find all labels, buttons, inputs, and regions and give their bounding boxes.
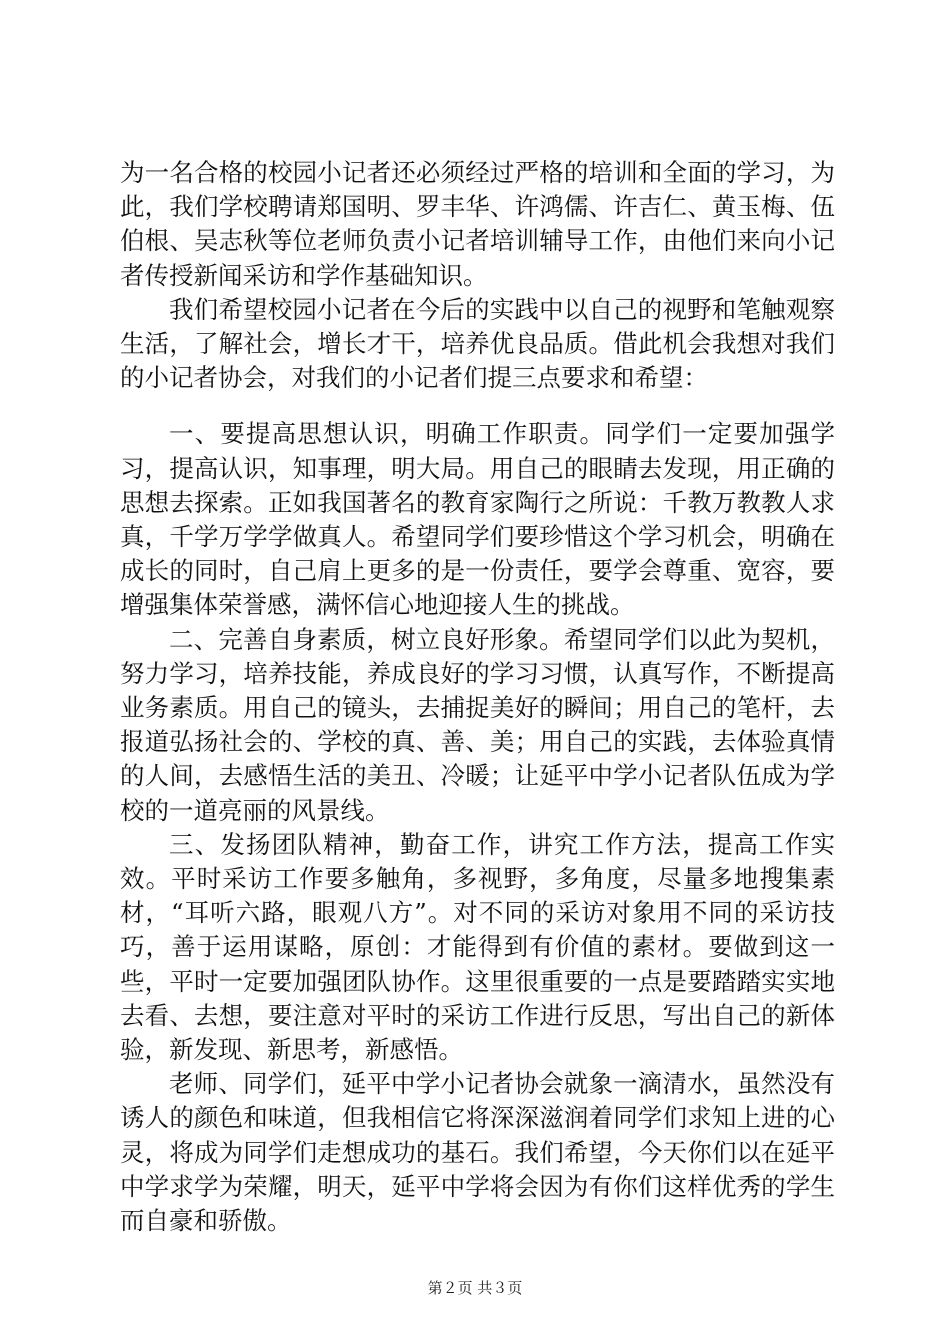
paragraph-requirement-two: 二、完善自身素质，树立良好形象。希望同学们以此为契机，努力学习，培养技能，养成良好的学习习惯，认真写作，不断提高业务素质。用自己的镜头，去捕捉美好的瞬间；用自己的笔杆，去报道弘扬社会的、学校的真、善、美；用自己的实践，去体验真情的人间，去感悟生活的美丑、冷暖；让延平中学小记者队伍成为学校的一道亮丽的风景线。 [120,624,835,825]
paragraph-closing: 老师、同学们，延平中学小记者协会就象一滴清水，虽然没有诱人的颜色和味道，但我相信它将深深滋润着同学们求知上进的心灵，将成为同学们走想成功的基石。我们希望，今天你们以在延平中学求学为荣耀，明天，延平中学将会因为有你们这样优秀的学生而自豪和骄傲。 [120,1069,835,1236]
page-number-footer: 第２页 共３页 [427,1279,523,1297]
document-body [120,156,835,1238]
paragraph-requirement-three: 三、发扬团队精神，勤奋工作，讲究工作方法，提高工作实效。平时采访工作要多触角，多视野，多角度，尽量多地搜集素材，“耳听六路，眼观八方”。对不同的采访对象用不同的采访技巧，善于运用谋略，原创：才能得到有价值的素材。要做到这一些，平时一定要加强团队协作。这里很重要的一点是要踏踏实实地去看、去想，要注意对平时的采访工作进行反思，写出自己的新体验，新发现、新思考，新感悟。 [120,829,835,1065]
paragraph-continuation: 为一名合格的校园小记者还必须经过严格的培训和全面的学习，为此，我们学校聘请郑国明、罗丰华、许鸿儒、许吉仁、黄玉梅、伍伯根、吴志秋等位老师负责小记者培训辅导工作，由他们来向小记者传授新闻采访和学作基础知识。 [120,158,835,290]
paragraph-requirement-one: 一、要提高思想认识，明确工作职责。同学们一定要加强学习，提高认识，知事理，明大局。用自己的眼睛去发现，用正确的思想去探索。正如我国著名的教育家陶行之所说：千教万教教人求真，千学万学学做真人。希望同学们要珍惜这个学习机会，明确在成长的同时，自己肩上更多的是一份责任，要学会尊重、宽容，要增强集体荣誉感，满怀信心地迎接人生的挑战。 [120,419,835,620]
paragraph-hope: 我们希望校园小记者在今后的实践中以自己的视野和笔触观察生活，了解社会，增长才干，培养优良品质。借此机会我想对我们的小记者协会，对我们的小记者们提三点要求和希望： [120,294,835,393]
